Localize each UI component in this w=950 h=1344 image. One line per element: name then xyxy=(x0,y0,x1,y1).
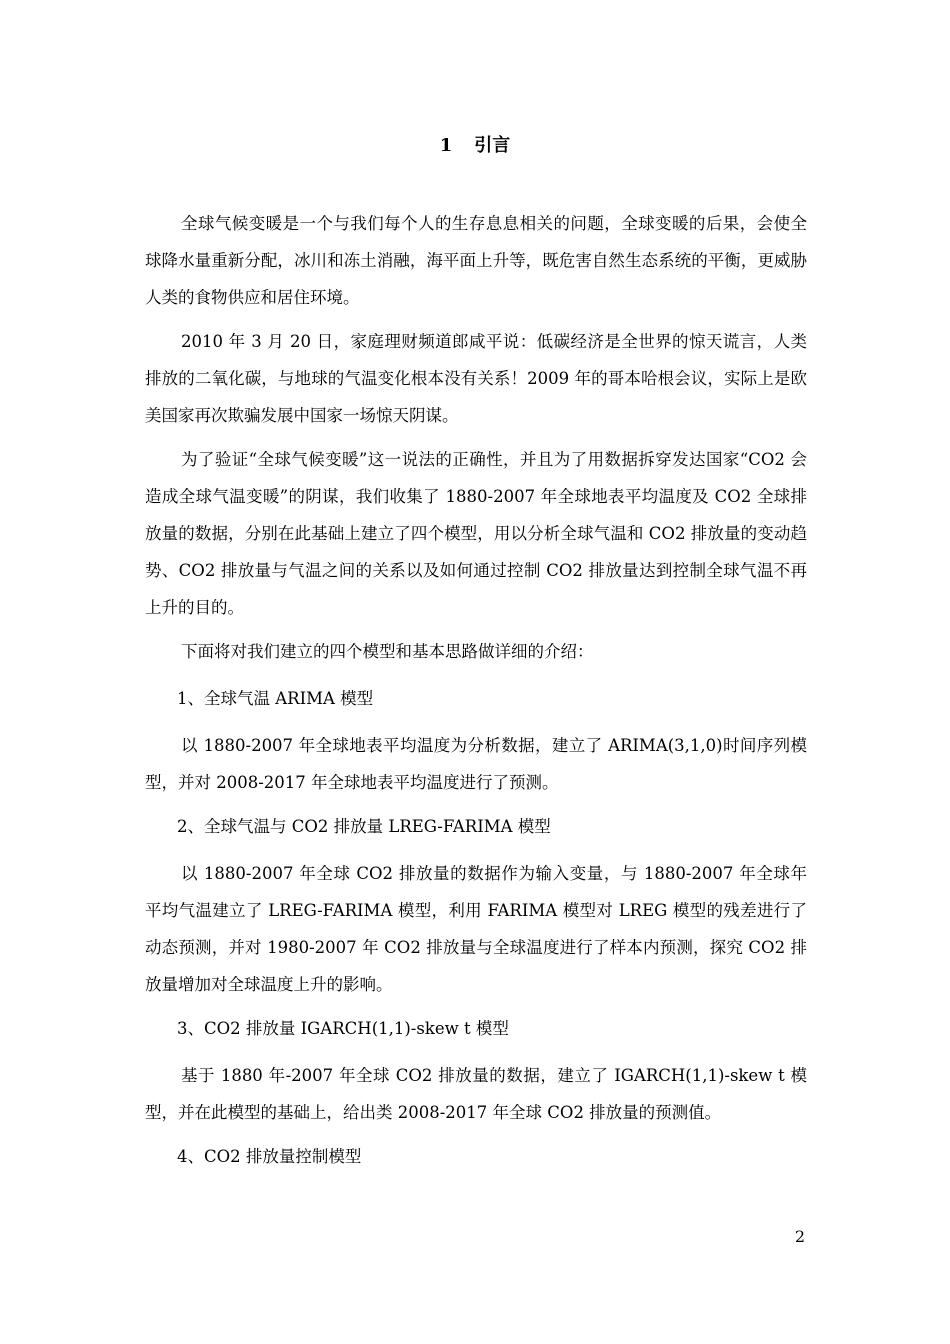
intro-paragraph-2: 2010 年 3 月 20 日，家庭理财频道郎咸平说：低碳经济是全世界的惊天谎言，人类排放的二氧化碳，与地球的气温变化根本没有关系！2009 年的哥本哈根会议，实际上是欧美国家再次欺骗发展中国家一场惊天阴谋。 xyxy=(145,332,807,425)
intro-paragraph-1: 全球气候变暖是一个与我们每个人的生存息息相关的问题，全球变暖的后果，会使全球降水量重新分配，冰川和冻土消融，海平面上升等，既危害自然生态系统的平衡，更威胁人类的食物供应和居住环境。 xyxy=(145,214,807,307)
model-3-description: 基于 1880 年-2007 年全球 CO2 排放量的数据，建立了 IGARCH(1,1)-skew t 模型，并在此模型的基础上，给出类 2008-2017 年全球 CO2 排放量的预测值。 xyxy=(145,1066,807,1122)
model-4-heading: 4、CO2 排放量控制模型 xyxy=(177,1147,362,1166)
model-1-heading: 1、全球气温 ARIMA 模型 xyxy=(177,689,374,708)
section-number: 1 xyxy=(439,135,453,156)
page-number: 2 xyxy=(794,1227,805,1246)
intro-paragraph-4: 下面将对我们建立的四个模型和基本思路做详细的介绍： xyxy=(181,642,594,661)
section-title-text: 引言 xyxy=(474,135,511,156)
model-2-description: 以 1880-2007 年全球 CO2 排放量的数据作为输入变量，与 1880-2007 年全球年平均气温建立了 LREG-FARIMA 模型，利用 FARIMA 模型对 LREG 模型的残差进行了动态预测，并对 1980-2007 年 CO2 排放量与全球温度进行了样本内预测，探究 CO2 排放量增加对全球温度上升的影响。 xyxy=(145,864,807,994)
body-text xyxy=(145,205,807,1175)
model-1-description: 以 1880-2007 年全球地表平均温度为分析数据，建立了 ARIMA(3,1,0)时间序列模型，并对 2008-2017 年全球地表平均温度进行了预测。 xyxy=(145,736,807,792)
intro-paragraph-3: 为了验证“全球气候变暖”这一说法的正确性，并且为了用数据拆穿发达国家“CO2 会造成全球气温变暖”的阴谋，我们收集了 1880-2007 年全球地表平均温度及 CO2 全球排放量的数据，分别在此基础上建立了四个模型，用以分析全球气温和 CO2 排放量的变动趋势、CO2 排放量与气温之间的关系以及如何通过控制 CO2 排放量达到控制全球气温不再上升的目的。 xyxy=(145,450,807,617)
model-2-heading: 2、全球气温与 CO2 排放量 LREG-FARIMA 模型 xyxy=(177,817,551,836)
section-title xyxy=(0,132,950,160)
model-3-heading: 3、CO2 排放量 IGARCH(1,1)-skew t 模型 xyxy=(177,1019,509,1038)
